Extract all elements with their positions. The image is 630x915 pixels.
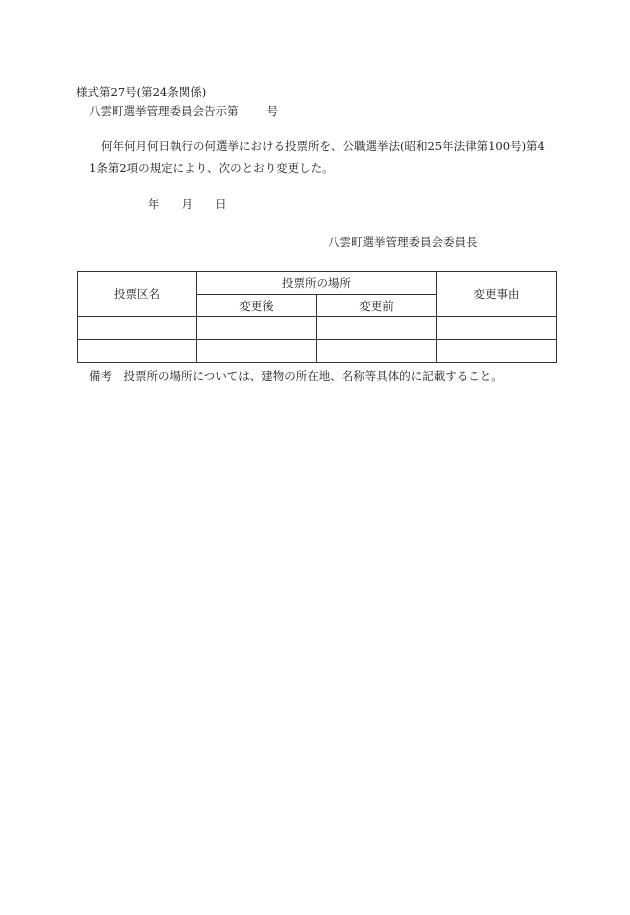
table-row xyxy=(78,340,557,363)
table-cell xyxy=(197,340,317,363)
table-cell xyxy=(437,340,557,363)
header-district-name: 投票区名 xyxy=(78,272,197,317)
notice-prefix: 八雲町選挙管理委員会告示第 xyxy=(89,104,239,118)
body-text-line-1: 何年何月何日執行の何選挙における投票所を、公職選挙法(昭和25年法律第100号)第4 xyxy=(101,139,545,153)
table-cell xyxy=(317,340,437,363)
signatory: 八雲町選挙管理委員会委員長 xyxy=(328,235,478,249)
date-day: 日 xyxy=(215,197,227,211)
table-cell xyxy=(317,317,437,340)
table-cell xyxy=(197,317,317,340)
date-year: 年 xyxy=(148,197,160,211)
body-text-line-2: 1条第2項の規定により、次のとおり変更した。 xyxy=(89,161,334,175)
header-after-change: 変更後 xyxy=(197,295,317,317)
date-line xyxy=(148,197,227,211)
table-cell xyxy=(78,340,197,363)
date-month: 月 xyxy=(181,197,193,211)
table-row xyxy=(78,317,557,340)
remarks: 備考 投票所の場所については、建物の所在地、名称等具体的に記載すること。 xyxy=(89,369,503,383)
table-header-row xyxy=(78,272,557,295)
table-cell xyxy=(437,317,557,340)
notice-suffix: 号 xyxy=(266,104,278,118)
header-polling-location: 投票所の場所 xyxy=(197,272,437,295)
notice-number xyxy=(89,104,278,118)
form-number: 様式第27号(第24条関係) xyxy=(76,85,207,99)
header-change-reason: 変更事由 xyxy=(437,272,557,317)
table-cell xyxy=(78,317,197,340)
polling-place-change-table xyxy=(77,271,557,363)
header-before-change: 変更前 xyxy=(317,295,437,317)
